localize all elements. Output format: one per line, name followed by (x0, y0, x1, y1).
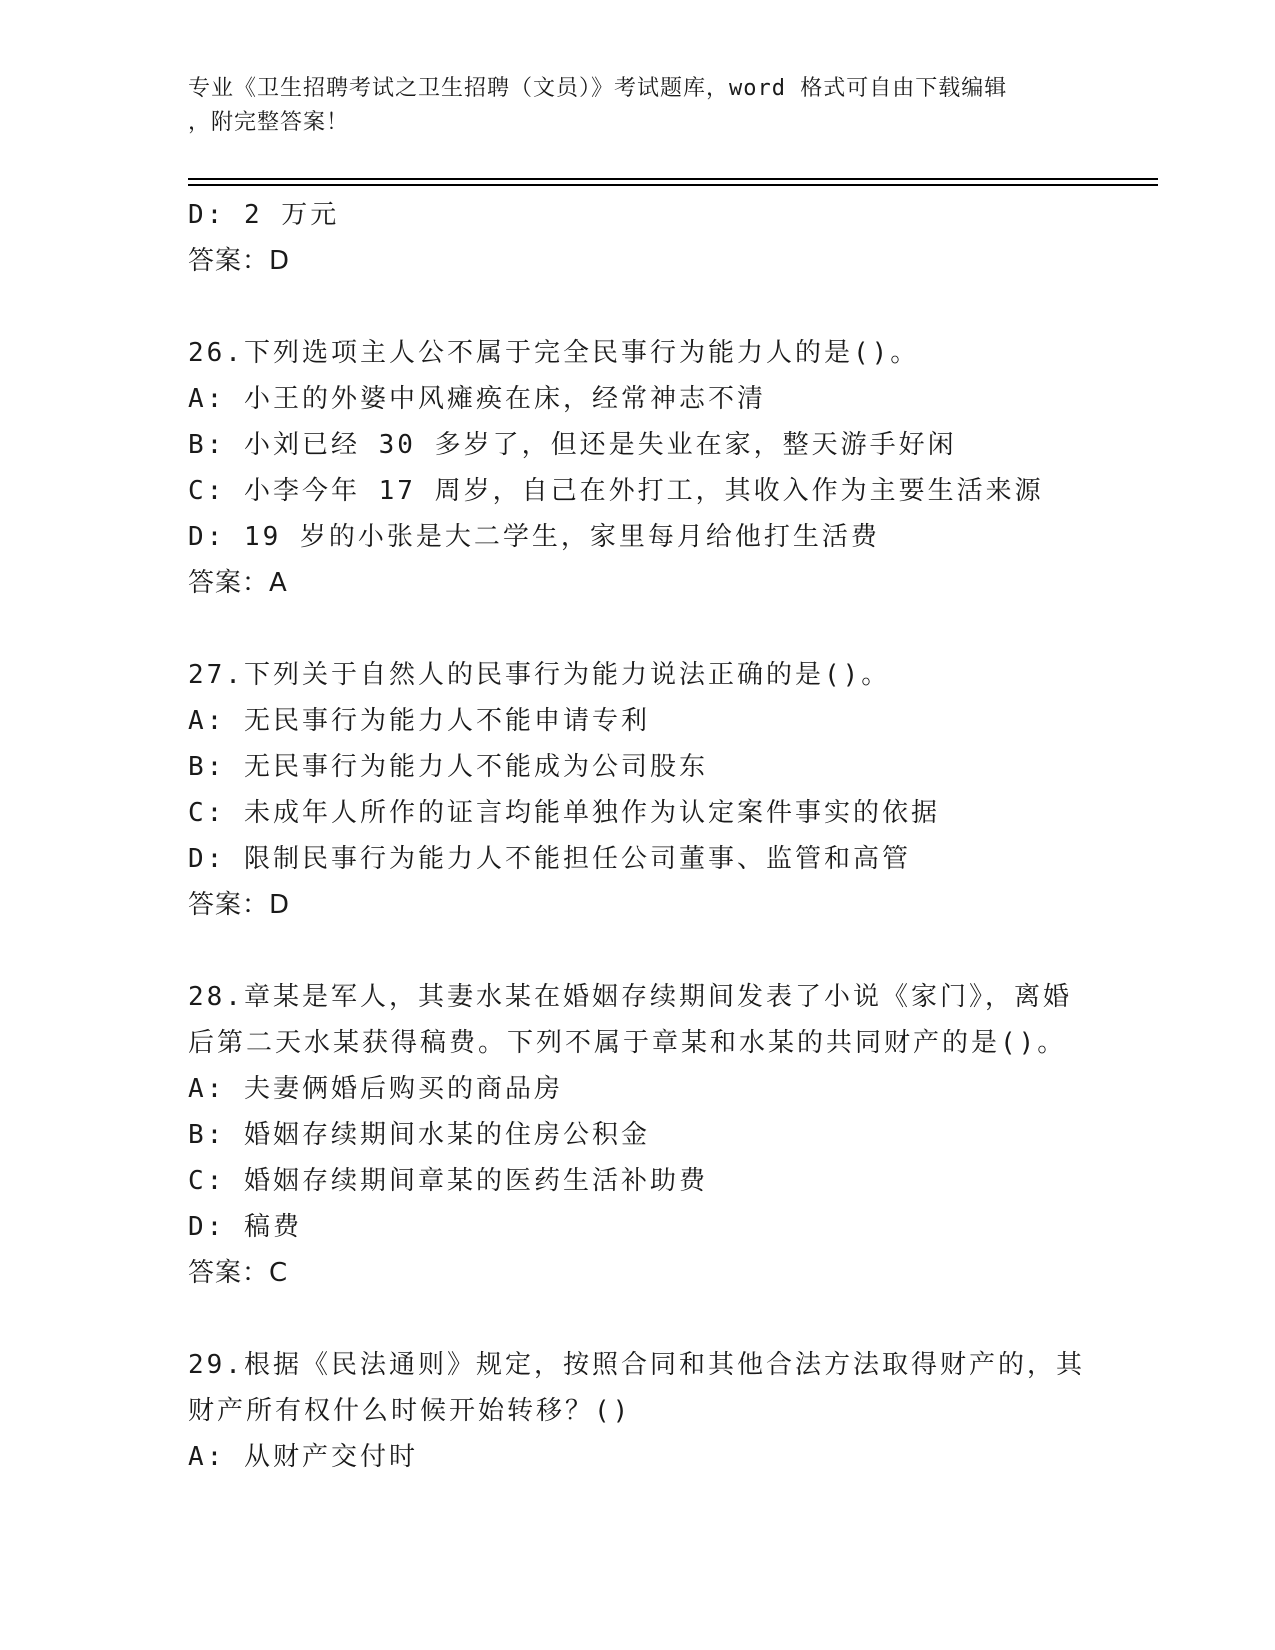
question-29 (188, 1342, 1088, 1480)
question-stem: 27.下列关于自然人的民事行为能力说法正确的是()。 (188, 660, 891, 690)
header-title-line-2: ，附完整答案！ (188, 110, 350, 135)
question-28 (188, 974, 1088, 1296)
option-b: B: 婚姻存续期间水某的住房公积金 (188, 1120, 650, 1150)
spacer (188, 1296, 1088, 1342)
header-divider-top (188, 178, 1158, 180)
option-a: A: 夫妻俩婚后购买的商品房 (188, 1074, 563, 1104)
spacer (188, 928, 1088, 974)
question-stem-line-2: 后第二天水某获得稿费。下列不属于章某和水某的共同财产的是()。 (188, 1028, 1067, 1058)
answer: 答案：A (188, 568, 288, 598)
option-c: C: 婚姻存续期间章某的医药生活补助费 (188, 1166, 708, 1196)
question-list (188, 192, 1088, 1480)
option-b: B: 无民事行为能力人不能成为公司股东 (188, 752, 708, 782)
question-26 (188, 330, 1088, 606)
spacer (188, 284, 1088, 330)
question-stem-line-2: 财产所有权什么时候开始转移？() (188, 1396, 632, 1426)
prev-option-d: D: 2 万元 (188, 200, 340, 230)
option-a: A: 从财产交付时 (188, 1442, 418, 1472)
option-d: D: 19 岁的小张是大二学生，家里每月给他打生活费 (188, 522, 880, 552)
header-divider-bottom (188, 184, 1158, 186)
option-d: D: 稿费 (188, 1212, 302, 1242)
prev-answer: 答案：D (188, 246, 291, 276)
header-title-line-1: 专业《卫生招聘考试之卫生招聘（文员）》考试题库，word 格式可自由下载编辑 (188, 76, 1008, 101)
question-stem-line-1: 28.章某是军人，其妻水某在婚姻存续期间发表了小说《家门》，离婚 (188, 982, 1072, 1012)
document-header (188, 72, 1088, 140)
option-b: B: 小刘已经 30 多岁了，但还是失业在家，整天游手好闲 (188, 430, 957, 460)
option-c: C: 小李今年 17 周岁，自己在外打工，其收入作为主要生活来源 (188, 476, 1044, 506)
option-d: D: 限制民事行为能力人不能担任公司董事、监管和高管 (188, 844, 911, 874)
answer: 答案：D (188, 890, 291, 920)
question-27 (188, 652, 1088, 928)
question-stem-line-1: 29.根据《民法通则》规定，按照合同和其他合法方法取得财产的，其 (188, 1350, 1085, 1380)
option-c: C: 未成年人所作的证言均能单独作为认定案件事实的依据 (188, 798, 940, 828)
question-stem: 26.下列选项主人公不属于完全民事行为能力人的是()。 (188, 338, 920, 368)
option-a: A: 无民事行为能力人不能申请专利 (188, 706, 650, 736)
spacer (188, 606, 1088, 652)
option-a: A: 小王的外婆中风瘫痪在床，经常神志不清 (188, 384, 766, 414)
answer: 答案：C (188, 1258, 289, 1288)
